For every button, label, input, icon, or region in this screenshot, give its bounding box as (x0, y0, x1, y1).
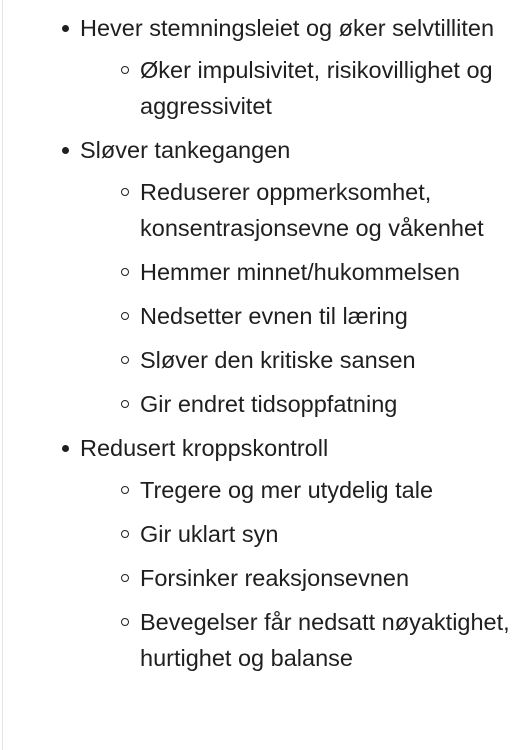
sublist-item (140, 298, 510, 334)
list-item-text: Redusert kroppskontroll (80, 435, 329, 461)
bullet-disc-icon (62, 445, 69, 452)
bullet-circle-icon (121, 66, 129, 74)
sublist-item (140, 52, 510, 124)
sublist-item-text: Tregere og mer utydelig tale (140, 477, 434, 503)
sublist-item (140, 516, 510, 552)
sublist-item (140, 254, 510, 290)
sublist-body-control (80, 472, 510, 676)
list-item-thinking (80, 132, 515, 422)
bullet-circle-icon (121, 268, 129, 276)
sublist-item-text: Gir endret tidsoppfatning (140, 391, 398, 417)
sublist-item-text: Nedsetter evnen til læring (140, 303, 408, 329)
bullet-disc-icon (62, 25, 69, 32)
sublist-mood (80, 52, 510, 124)
list-item-mood (80, 10, 515, 124)
sublist-thinking (80, 174, 510, 422)
sublist-item-text: Bevegelser får nedsatt nøyaktighet, hurtighet og balanse (140, 609, 510, 671)
list-item-text: Hever stemningsleiet og øker selvtilliten (80, 15, 495, 41)
document-body (0, 10, 531, 684)
sublist-item (140, 174, 510, 246)
sublist-item (140, 472, 510, 508)
sublist-item-text: Reduserer oppmerksomhet, konsentrasjonsevne og våkenhet (140, 179, 484, 241)
bullet-circle-icon (121, 618, 129, 626)
sublist-item-text: Sløver den kritiske sansen (140, 347, 416, 373)
sublist-item-text: Hemmer minnet/hukommelsen (140, 259, 460, 285)
bullet-circle-icon (121, 400, 129, 408)
sublist-item-text: Forsinker reaksjonsevnen (140, 565, 410, 591)
bullet-disc-icon (62, 147, 69, 154)
sublist-item-text: Øker impulsivitet, risikovillighet og aggressivitet (140, 57, 493, 119)
sublist-item-text: Gir uklart syn (140, 521, 279, 547)
sublist-item (140, 342, 510, 378)
list-item-text: Sløver tankegangen (80, 137, 291, 163)
effects-list (0, 10, 515, 676)
sublist-item (140, 560, 510, 596)
bullet-circle-icon (121, 188, 129, 196)
bullet-circle-icon (121, 312, 129, 320)
list-item-body-control (80, 430, 515, 676)
sublist-item (140, 604, 510, 676)
bullet-circle-icon (121, 356, 129, 364)
bullet-circle-icon (121, 574, 129, 582)
bullet-circle-icon (121, 530, 129, 538)
bullet-circle-icon (121, 486, 129, 494)
sublist-item (140, 386, 510, 422)
